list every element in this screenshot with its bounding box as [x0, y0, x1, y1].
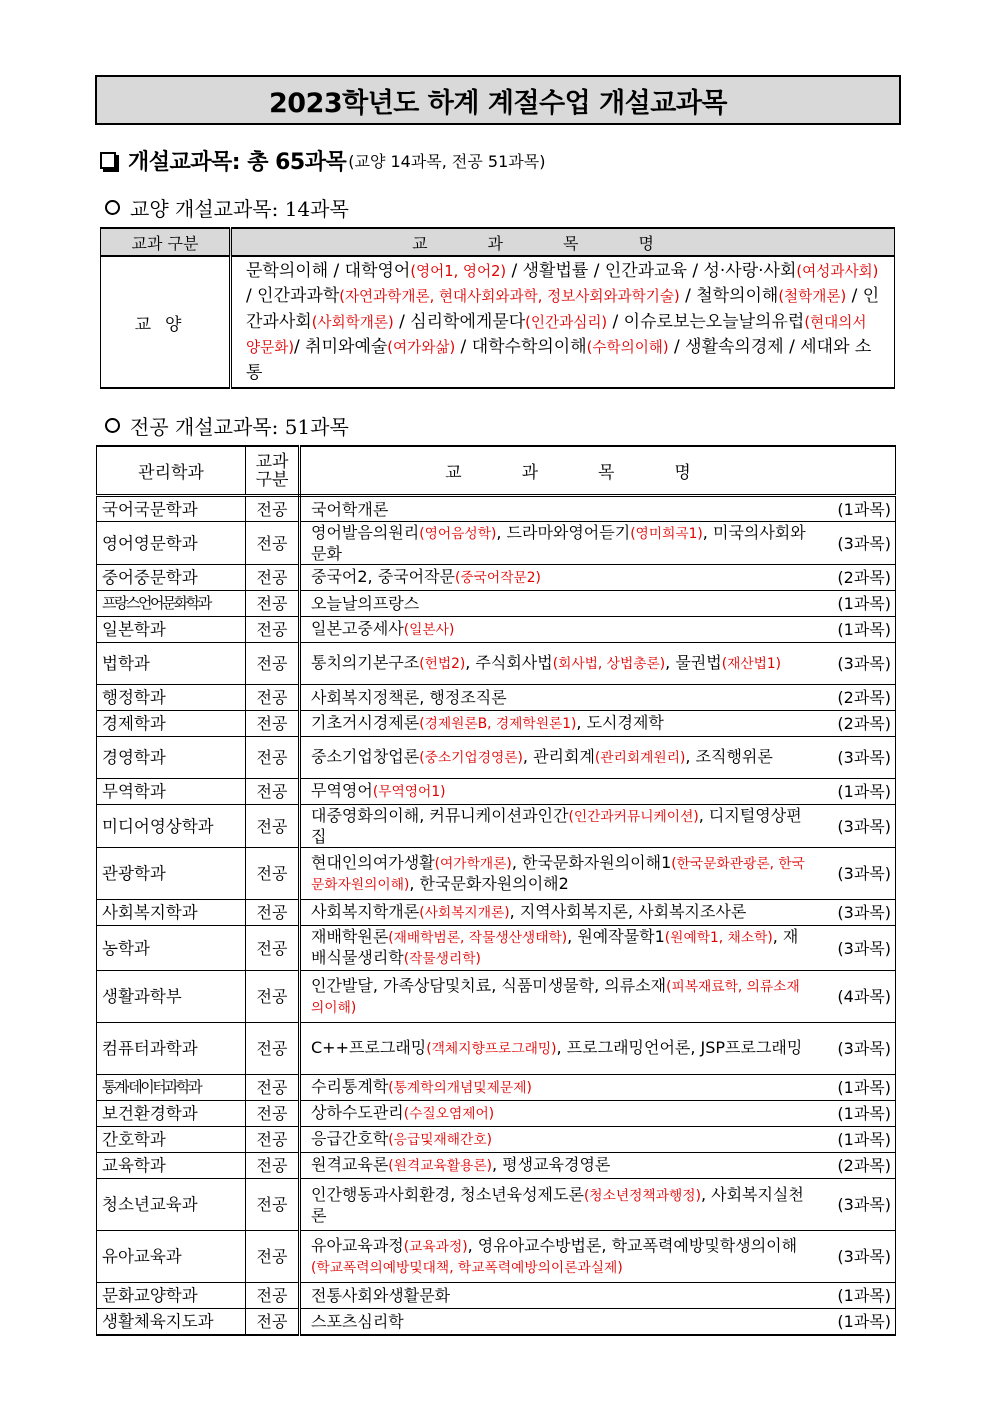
type-cell: 전공 — [246, 1101, 300, 1127]
original-course-note: (사회학개론) — [311, 313, 394, 331]
course-name-text: 사회복지학개론 — [311, 902, 420, 921]
courses-cell — [300, 1101, 818, 1127]
type-cell: 전공 — [246, 971, 300, 1023]
table-row — [97, 900, 896, 926]
table-row — [97, 848, 896, 900]
course-name-text: / 인간과과학 — [246, 286, 340, 307]
dept-cell: 경제학과 — [97, 711, 246, 737]
circle-bullet-icon — [105, 200, 120, 215]
type-cell: 전공 — [246, 805, 300, 848]
course-count-cell: (1과목) — [817, 1075, 896, 1101]
table-row — [97, 522, 896, 565]
course-name-text: 오늘날의프랑스 — [311, 594, 420, 613]
course-name-text: , 영유아교수방법론, 학교폭력예방및학생의이해 — [467, 1235, 798, 1255]
type-cell: 전공 — [246, 779, 300, 805]
table-row — [97, 1101, 896, 1127]
dept-cell: 국어국문학과 — [97, 496, 246, 522]
original-course-note: (사회복지개론) — [419, 905, 510, 921]
course-name-text: 유아교육과정 — [311, 1235, 404, 1255]
dept-cell: 청소년교육과 — [97, 1179, 246, 1231]
course-name-text: 응급간호학 — [311, 1129, 389, 1148]
original-course-note: (경제원론B, 경제학원론1) — [419, 716, 577, 732]
original-course-note: (수학의이해) — [586, 339, 669, 357]
course-count-cell: (3과목) — [817, 1179, 896, 1231]
course-name-text: , 물권법 — [665, 653, 722, 672]
dept-cell: 법학과 — [97, 643, 246, 685]
type-cell: 전공 — [246, 565, 300, 591]
course-name-text: 기초거시경제론 — [311, 713, 420, 732]
dept-cell: 프랑스언어문화학과 — [97, 591, 246, 617]
general-table-row — [101, 256, 895, 388]
type-cell: 전공 — [246, 900, 300, 926]
courses-cell — [300, 1283, 818, 1309]
general-table-header — [101, 228, 895, 256]
dept-cell: 미디어영상학과 — [97, 805, 246, 848]
original-course-note: (영어음성학) — [419, 526, 497, 542]
type-cell: 전공 — [246, 711, 300, 737]
courses-cell — [300, 711, 818, 737]
courses-cell — [300, 522, 818, 565]
course-count-cell: (2과목) — [817, 711, 896, 737]
table-row — [97, 496, 896, 522]
original-course-note: (통계학의개념및제문제) — [388, 1080, 532, 1096]
dept-cell: 컴퓨터과학과 — [97, 1023, 246, 1075]
type-cell: 전공 — [246, 591, 300, 617]
col-category-header: 교과 구분 — [101, 228, 231, 256]
courses-cell — [300, 1075, 818, 1101]
original-course-note: (무역영어1) — [372, 784, 446, 800]
type-cell: 전공 — [246, 1023, 300, 1075]
course-name-text: , 프로그래밍언어론, JSP프로그래밍 — [556, 1038, 803, 1057]
original-course-note: (피복재료학, 의류소재의이해) — [311, 978, 800, 1016]
col-dept-header: 관리학과 — [97, 446, 246, 496]
course-count-cell: (4과목) — [817, 971, 896, 1023]
course-count-cell: (3과목) — [817, 805, 896, 848]
type-cell: 전공 — [246, 522, 300, 565]
dept-cell: 간호학과 — [97, 1127, 246, 1153]
courses-cell — [300, 779, 818, 805]
course-name-text: , 평생교육경영론 — [492, 1155, 611, 1174]
original-course-note: (한국문화관광론, 한국문화자원의이해) — [311, 855, 805, 893]
course-count-cell: (3과목) — [817, 848, 896, 900]
course-name-text: , 한국문화자원의이해2 — [409, 873, 569, 893]
original-course-note: (응급및재해간호) — [388, 1132, 492, 1148]
dept-cell: 교육학과 — [97, 1153, 246, 1179]
course-name-text: , 디지털영상편집 — [311, 806, 802, 846]
original-course-note: (인간과심리) — [525, 313, 608, 331]
major-heading-text: 전공 개설교과목: 51과목 — [130, 414, 349, 439]
original-course-note: (자연과학개론, 현대사회와과학, 정보사회와과학기술) — [339, 288, 680, 306]
original-course-note: (작물생리학) — [403, 951, 481, 967]
original-course-note: (여성과사회) — [796, 263, 879, 280]
type-cell: 전공 — [246, 617, 300, 643]
document-title: 2023학년도 하계 계절수업 개설교과목 — [269, 87, 727, 119]
dept-cell: 문화교양학과 — [97, 1283, 246, 1309]
original-course-note: (교육과정) — [403, 1238, 468, 1255]
dept-cell: 보건환경학과 — [97, 1101, 246, 1127]
course-name-text: 상하수도관리 — [311, 1103, 404, 1122]
courses-cell — [300, 1023, 818, 1075]
courses-cell — [300, 1179, 818, 1231]
course-name-text: 영어발음의원리 — [311, 523, 420, 542]
original-course-note: (관리회계원리) — [594, 750, 686, 766]
general-courses-table — [100, 227, 895, 389]
square-bullet-icon — [100, 152, 116, 169]
dept-cell: 통계·데이터과학과 — [97, 1075, 246, 1101]
title-box — [95, 75, 901, 125]
table-row — [97, 617, 896, 643]
original-course-note: (인간과커뮤니케이션) — [568, 809, 699, 825]
summary-heading — [100, 143, 545, 177]
original-course-note: (중국어작문2) — [455, 570, 541, 586]
dept-cell: 생활과학부 — [97, 971, 246, 1023]
course-name-text: 일본고중세사 — [311, 619, 404, 638]
dept-cell: 영어영문학과 — [97, 522, 246, 565]
original-course-note: (영어1, 영어2) — [410, 263, 507, 280]
type-cell: 전공 — [246, 685, 300, 711]
table-row — [97, 685, 896, 711]
table-row — [97, 926, 896, 971]
original-course-note: (중소기업경영론) — [419, 750, 523, 766]
courses-cell — [300, 496, 818, 522]
summary-main: 개설교과목: 총 65과목 — [128, 149, 347, 175]
courses-cell — [300, 565, 818, 591]
courses-cell — [300, 1153, 818, 1179]
table-row — [97, 1153, 896, 1179]
type-cell: 전공 — [246, 643, 300, 685]
course-name-text: 원격교육론 — [311, 1155, 389, 1174]
col-type-header: 교과 구분 — [246, 446, 300, 496]
table-row — [97, 1179, 896, 1231]
course-name-text: / 철학의이해 — [679, 286, 779, 307]
course-count-cell: (3과목) — [817, 737, 896, 779]
type-cell: 전공 — [246, 1283, 300, 1309]
course-count-cell: (3과목) — [817, 1023, 896, 1075]
major-heading — [105, 412, 349, 438]
course-name-text: 현대인의여가생활 — [311, 852, 435, 872]
course-count-cell: (1과목) — [817, 617, 896, 643]
original-course-note: (객체지향프로그래밍) — [426, 1041, 557, 1057]
circle-bullet-icon — [105, 418, 120, 433]
course-count-cell: (1과목) — [817, 1283, 896, 1309]
course-name-text: C++프로그래밍 — [311, 1038, 427, 1057]
table-row — [97, 737, 896, 779]
original-course-note: (여가학개론) — [434, 855, 512, 872]
courses-cell — [300, 848, 818, 900]
course-name-text: / 대학수학의이해 — [455, 337, 587, 358]
type-cell: 전공 — [246, 737, 300, 779]
major-courses-table — [96, 445, 896, 1336]
course-name-text: / 인간과사회 — [246, 286, 880, 332]
table-row — [97, 1075, 896, 1101]
table-row — [97, 565, 896, 591]
courses-cell — [300, 591, 818, 617]
course-count-cell: (1과목) — [817, 591, 896, 617]
course-count-cell: (1과목) — [817, 1127, 896, 1153]
course-name-text: 사회복지정책론, 행정조직론 — [311, 688, 507, 707]
general-heading-text: 교양 개설교과목: 14과목 — [130, 196, 349, 221]
dept-cell: 유아교육과 — [97, 1231, 246, 1283]
original-course-note: (원격교육활용론) — [388, 1158, 492, 1174]
course-count-cell: (3과목) — [817, 900, 896, 926]
table-row — [97, 779, 896, 805]
course-count-cell: (2과목) — [817, 1153, 896, 1179]
courses-cell — [300, 900, 818, 926]
course-count-cell: (2과목) — [817, 565, 896, 591]
dept-cell: 중어중문학과 — [97, 565, 246, 591]
dept-cell: 관광학과 — [97, 848, 246, 900]
general-heading — [105, 194, 349, 220]
courses-cell — [300, 1127, 818, 1153]
courses-cell — [300, 971, 818, 1023]
course-name-text: / 생활법률 / 인간과교육 / 성·사랑·사회 — [506, 261, 797, 281]
course-name-text: / 취미와예술 — [294, 337, 388, 358]
table-row — [97, 1127, 896, 1153]
original-course-note: (여가와삶) — [387, 339, 456, 357]
table-row — [97, 711, 896, 737]
type-cell: 전공 — [246, 1309, 300, 1335]
original-course-note: (원예학1, 채소학) — [664, 930, 773, 946]
course-count-cell: (1과목) — [817, 779, 896, 805]
table-row — [97, 1023, 896, 1075]
course-name-text: 수리통계학 — [311, 1077, 389, 1096]
course-name-text: 국어학개론 — [311, 499, 389, 519]
table-row — [97, 1231, 896, 1283]
dept-cell: 사회복지학과 — [97, 900, 246, 926]
dept-cell: 생활체육지도과 — [97, 1309, 246, 1335]
general-courses-cell — [231, 256, 895, 388]
course-count-cell: (3과목) — [817, 643, 896, 685]
table-row — [97, 1283, 896, 1309]
original-course-note: (철학개론) — [778, 288, 847, 306]
course-count-cell: (3과목) — [817, 926, 896, 971]
dept-cell: 농학과 — [97, 926, 246, 971]
dept-cell: 일본학과 — [97, 617, 246, 643]
original-course-note: (영미희곡1) — [630, 526, 703, 542]
type-cell: 전공 — [246, 1075, 300, 1101]
col-courses-header: 교과목명 — [300, 446, 896, 496]
courses-cell — [300, 643, 818, 685]
courses-cell — [300, 926, 818, 971]
type-cell: 전공 — [246, 1179, 300, 1231]
type-cell: 전공 — [246, 1127, 300, 1153]
course-name-text: , 지역사회복지론, 사회복지조사론 — [509, 902, 747, 921]
summary-sub: (교양 14과목, 전공 51과목) — [348, 151, 546, 171]
courses-cell — [300, 617, 818, 643]
course-count-cell: (3과목) — [817, 1231, 896, 1283]
course-name-text: / 생활속의경제 / 세대와 소통 — [246, 337, 872, 383]
course-name-text: , 조직행위론 — [685, 747, 773, 766]
original-course-note: (회사법, 상법총론) — [552, 656, 666, 672]
type-cell: 전공 — [246, 496, 300, 522]
col-courses-header: 교과목명 — [231, 228, 895, 256]
course-name-text: , 미국의사회와문화 — [311, 523, 806, 563]
course-name-text: 스포츠심리학 — [311, 1311, 404, 1331]
course-count-cell: (2과목) — [817, 685, 896, 711]
course-name-text: , 사회복지실천론 — [311, 1184, 804, 1225]
course-name-text: , 도시경제학 — [576, 713, 664, 732]
course-name-text: , 재배식물생리학 — [311, 927, 799, 967]
course-name-text: , 관리회계 — [522, 747, 595, 766]
table-row — [97, 1309, 896, 1335]
original-course-note: (학교폭력의예방및대책, 학교폭력예방의이론과실제) — [311, 1259, 623, 1276]
original-course-note: (헌법2) — [419, 656, 466, 672]
type-cell: 전공 — [246, 1153, 300, 1179]
table-row — [97, 643, 896, 685]
course-name-text: 무역영어 — [311, 781, 373, 800]
original-course-note: (일본사) — [403, 622, 455, 638]
course-count-cell: (3과목) — [817, 522, 896, 565]
courses-cell — [300, 1231, 818, 1283]
course-name-text: / 이슈로보는오늘날의유럽 — [607, 311, 805, 332]
table-row — [97, 591, 896, 617]
course-name-text: , 한국문화자원의이해1 — [511, 852, 672, 872]
type-cell: 전공 — [246, 848, 300, 900]
course-name-text: , 원예작물학1 — [567, 927, 665, 946]
course-name-text: , 주식회사법 — [465, 653, 553, 672]
major-table-header — [97, 446, 896, 496]
course-name-text: 중소기업창업론 — [311, 747, 420, 766]
course-count-cell: (1과목) — [817, 1309, 896, 1335]
course-count-cell: (1과목) — [817, 1101, 896, 1127]
type-cell: 전공 — [246, 1231, 300, 1283]
type-cell: 전공 — [246, 926, 300, 971]
course-name-text: 문학의이해 / 대학영어 — [246, 261, 411, 281]
general-category-cell: 교양 — [101, 256, 231, 388]
original-course-note: (청소년정책과행정) — [583, 1187, 701, 1204]
dept-cell: 무역학과 — [97, 779, 246, 805]
dept-cell: 행정학과 — [97, 685, 246, 711]
original-course-note: (현대의서양문화) — [246, 313, 867, 357]
course-name-text: 인간발달, 가족상담및치료, 식품미생물학, 의류소재 — [311, 975, 667, 995]
original-course-note: (재배학범론, 작물생산생태학) — [388, 930, 568, 946]
course-name-text: 전통사회와생활문화 — [311, 1286, 451, 1305]
course-name-text: 통치의기본구조 — [311, 653, 420, 672]
course-name-text: , 드라마와영어듣기 — [496, 523, 631, 542]
original-course-note: (재산법1) — [721, 656, 782, 672]
course-name-text: / 심리학에게묻다 — [393, 311, 526, 332]
courses-cell — [300, 805, 818, 848]
course-name-text: 대중영화의이해, 커뮤니케이션과인간 — [311, 806, 569, 825]
table-row — [97, 971, 896, 1023]
courses-cell — [300, 1309, 818, 1335]
table-row — [97, 805, 896, 848]
course-name-text: 재배학원론 — [311, 927, 389, 946]
course-name-text: 중국어2, 중국어작문 — [311, 567, 455, 586]
courses-cell — [300, 685, 818, 711]
original-course-note: (수질오염제어) — [403, 1106, 495, 1122]
course-count-cell: (1과목) — [817, 496, 896, 522]
dept-cell: 경영학과 — [97, 737, 246, 779]
course-name-text: 인간행동과사회환경, 청소년육성제도론 — [311, 1184, 584, 1204]
courses-cell — [300, 737, 818, 779]
